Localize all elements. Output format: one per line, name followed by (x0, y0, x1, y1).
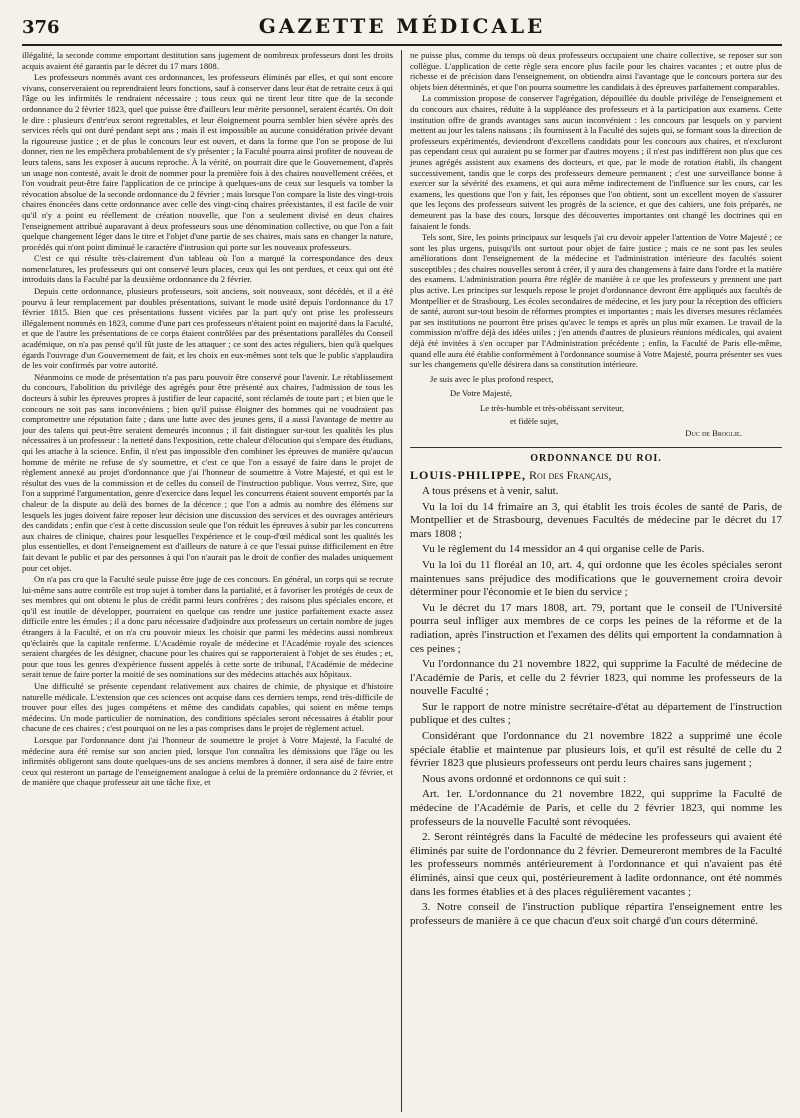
paragraph: C'est ce qui résulte très-clairement d'un tableau où l'on a marqué la correspondance des deux nomenclatures, les professeurs qui ont conservé leurs places, ceux qui les ont perdues, et ceux qui ont été introduits dans la Faculté par la deuxième ordonnance du 2 février. (22, 253, 394, 285)
paragraph: Tels sont, Sire, les points principaux sur lesquels j'ai cru devoir appeler l'attention de Votre Majesté ; ce sont les plus urgens, puisqu'ils ont surtout pour objet de faire justice ; mais ce ne sont pas les seules améliorations dont l'enseignement de la médecine et l'administration intérieure des facultés soient susceptibles ; des chaires nouvelles seront à créer, il y aura des changemens à faire dans l'ordre et la matière des examens. L'administration pourra être réglée de manière à ce que les professeurs y prennent une part plus active. Les principes sur lesquels repose le projet d'ordonnance devront être appliqués aux facultés de Montpellier et de Strasbourg. Les écoles secondaires de médecine, et les jury pour la réception des officiers de santé, auront sur-tout besoin de réformes promptes et importantes ; mais les diverses mesures réclamées par ses institutions ne pourront être prises qu'avec le temps et après un plus mûr examen. Le travail de la commission m'offre déjà des idées utiles ; j'en attends d'autres de plusieurs réunions médicales, qui avaient déjà été invitées à s'en occuper par l'Administration précédente ; enfin, la Faculté de Paris elle-même, quand elle aura été établie conformément à l'ordonnance soumise à Votre Majesté, pourra présenter ses vues sur les changemens qu'elle désirera dans sa constitution intérieure. (410, 232, 782, 370)
paragraph: Une difficulté se présente cependant relativement aux chaires de chimie, de physique et d'histoire naturelle médicale. L'extension que ces sciences ont acquise dans ces derniers temps, rend très-difficile de trouver pour elles des juges compétens et même des candidats capables, qui soient en même temps médecins. Un mode particulier de nomination, des conditions spéciales seront nécessaires à établir pour chacune de ces chaires ; c'est pourquoi on ne les a pas comprises dans le projet de règlement actuel. (22, 681, 394, 734)
king-line (410, 470, 782, 481)
ordonnance-paragraph: Sur le rapport de notre ministre secrétaire-d'état au département de l'instruction publique et des cultes ; (410, 700, 782, 727)
paragraph: On n'a pas cru que la Faculté seule puisse être juge de ces concours. En général, un corps qui se recrute lui-même sans autre contrôle est trop sujet à tomber dans la partialité, et à favoriser les protégés de ceux de ses membres qui ont obtenu le plus de crédit parmi leurs confrères ; des raisons plus spéciales encore, et qu'il est inutile de développer, pourraient en quelque cas rendre une justice parfaitement exacte assez difficile entre les émules ; il a donc paru nécessaire d'adjoindre aux professeurs un certain nombre de juges étrangers à la Faculté, et on n'a cru pouvoir mieux les choisir que parmi les médecins aussi nombreux qu'éclairés que la capitale renferme. L'Académie royale de médecine et l'Académie royale des sciences seraient chargées de les désigner, chacune pour les chaires qui se rapporteraient à l'objet de ses études ; et, pour que tous les genres d'expérience fussent appelés à cette sorte de tribunal, l'Académie de médecine serait tenue de faire porter la moitié de ses nominations sur des médecins attachés aux hôpitaux. (22, 574, 394, 680)
paragraph: Lorsque par l'ordonnance dont j'ai l'honneur de soumettre le projet à Votre Majesté, la Faculté de médecine aura été remise sur son ancien pied, lorsque l'on connaîtra les démissions que l'âge ou les infirmités obligeront sans doute quelques-uns de ses anciens membres à donner, il sera aisé de faire entre ceux qui resteront un partage de l'enseignement analogue à celui de la première ordonnance du 2 février, et de manière que chaque professeur ait une tâche fixe, et (22, 735, 394, 788)
columns (22, 50, 782, 1112)
page-number: 376 (22, 17, 60, 38)
paragraph: Néanmoins ce mode de présentation n'a pas paru pouvoir être conservé pour l'avenir. Le rétablissement du concours, l'abolition du privilége des agrégés pour être présenté aux chaires, l'admission de tous les docteurs à subir les épreuves propres à justifier de leur capacité, sont réclamés de toute part ; et bien que le concours ne soit pas sans inconvéniens ; bien qu'il puisse éloigner des hommes qui ne voudraient pas compromettre une réputation faite ; dans une lutte avec des jeunes gens, il a aussi l'avantage de mettre au jour des talens qui peut-être seraient demeurés inconnus ; il fait distinguer sur-tout les qualités les plus nécessaires à un professeur : la netteté dans l'exposition, cette chaleur d'élocution qui s'empare des étudians, qui les attache à la science. Enfin, il n'est pas impossible d'en combiner les épreuves de manière qu'aucun homme de mérite ne refuse de s'y soumettre, et c'est ce que l'on a essayé de faire dans le projet de règlement annexé au projet d'ordonnance que j'ai l'honneur de soumettre à Votre Majesté, et qui est le résultat des vues de la commission et de celles du conseil de l'instruction publique. Vous verrez, Sire, que l'on a supprimé l'argumentation, genre d'exercice dans lequel les concurrens étaient souvent emportés par la chaleur de la dispute au delà des bornes de la décence ; que l'on a admis au nombre des élémens sur lesquels les juges doivent faire reposer leur décision une discussion des services et des ouvrages antérieurs des candidats ; enfin que c'est à cette discussion seule que l'on réduit les épreuves à subir par les concurrens aux chaires de clinique, chaires pour lesquelles l'expérience et le coup-d'œil médical sont les qualités les plus essentielles, et dont l'enseignement est d'ailleurs de nature à ce que l'essai puisse difficilement en être fait devant le public et par des personnes à qui l'on n'aurait pas le droit de confier des malades uniquement pour cet objet. (22, 371, 394, 573)
ordonnance-paragraph: Vu le décret du 17 mars 1808, art. 79, portant que le conseil de l'Université pourra seul infliger aux membres de ce corps les peines de la réforme et de la radiation, après l'instruction et l'examen des délits qui emportent la condamnation à ces peines ; (410, 601, 782, 655)
signature-name: Duc de Broglie. (685, 428, 742, 439)
king-title: Roi des Français, (529, 468, 612, 483)
signature-line: et fidèle sujet, (510, 415, 559, 426)
ordonnance-heading: ORDONNANCE DU ROI. (410, 447, 782, 465)
ordonnance-paragraph: Considérant que l'ordonnance du 21 novembre 1822 a supprimé une école spéciale établie et maintenue par plusieurs lois, et qu'il est résulté de celle du 2 février 1823 que plusieurs professeurs ont perdu leurs chaires sans jugement ; (410, 730, 782, 770)
ordonnance-text (410, 485, 782, 928)
signature-line: Je suis avec le plus profond respect, (430, 373, 554, 384)
ordonnance-paragraph: Art. 1er. L'ordonnance du 21 novembre 1822, qui supprime la Faculté de médecine de l'Académie de Paris, et celle du 2 février 1823, qui nomme les professeurs de la nouvelle Faculté sont révoquées. (410, 788, 782, 828)
ordonnance-paragraph: 3. Notre conseil de l'instruction publique répartira l'enseignement entre les professeurs de manière à ce que chacun d'eux soit chargé d'un cours déterminé. (410, 901, 782, 927)
signature-block (410, 374, 782, 439)
left-column (22, 50, 402, 1112)
ordonnance-paragraph: Vu la loi du 11 floréal an 10, art. 4, qui ordonne que les écoles spéciales seront maintenues sans préjudice des modifications que le gouvernement croira devoir déterminer pour l'économie et le bien du service ; (410, 558, 782, 599)
paragraph: Les professeurs nommés avant ces ordonnances, les professeurs éliminés par elles, et qui sont encore vivans, conserveraient ou reprendraient leurs fonctions, sauf à conserver dans leur état de retraite ceux à qui l'âge ou les infirmités le rendraient nécessaire ; tous ceux qui ne tirent leur titre que de la seconde ordonnance du 2 février 1823, quel que puisse être d'ailleurs leur mérite personnel, seraient écartés. On doit le dire : plusieurs d'entr'eux seront regrettables, et leur éloignement pourra sembler bien sévère après des services réels qui ont duré pendant sept ans ; mais il est impossible au aucune considération privée devant la rigoureuse justice ; et de plus le concours leur est ouvert, et dans la forme que l'on se propose de lui donner, rien ne les empêchera probablement de s'y présenter ; la Faculté pourra ainsi profiter de nouveau de leurs talens, sans les exposer à aucuns reproche. À la vérité, on pourrait dire que le Gouvernement, d'après un usage non contesté, avait le droit de nommer pour la première fois à des chaires nouvellement créées, et l'on voudrait peut-être faire l'application de ce principe à quelques-uns de ceux sur lesquels va tomber la révocation absolue de la seconde ordonnance du 2 février ; mais lorsque l'on compare la liste des vingt-trois chaires énoncées dans cette ordonnance avec celle des vingt-cinq chaires préexistantes, il est facile de voir qu'il n'y a point eu réellement de création nouvelle, que l'on a seulement divisé en deux chaires l'enseignement attribué auparavant à deux professeurs sous une dénomination collective, ou que l'on a fait quelque changement léger dans le titre et l'objet d'une partie de ses chaires, mais sans en changer la nature, procédés qui n'ont point diminué le caractère d'intrusion qui porte sur les nouveaux professeurs. (22, 72, 394, 252)
page-header (22, 14, 782, 46)
ordonnance-paragraph: 2. Seront réintégrés dans la Faculté de médecine les professeurs qui avaient été éliminés par suite de l'ordonnance du 2 février. Demeureront membres de la Faculté les professeurs nommés antérieurement à l'ordonnance et qui n'avaient pas été éliminés, ainsi que ceux qui, postérieurement à ladite ordonnance, ont été nommés dans les formes établies et à des places régulièrement vacantes ; (410, 831, 782, 898)
signature-line: De Votre Majesté, (450, 388, 512, 399)
king-name: LOUIS-PHILIPPE, (410, 468, 527, 483)
ordonnance-paragraph: Vu le règlement du 14 messidor an 4 qui organise celle de Paris. (422, 543, 705, 556)
right-column (402, 50, 782, 1112)
ordonnance-paragraph: Vu la loi du 14 frimaire an 3, qui établit les trois écoles de santé de Paris, de Montpellier et de Strasbourg, devenues Facultés de médecine par le décret du 17 mars 1808 ; (410, 500, 782, 540)
paragraph: Depuis cette ordonnance, plusieurs professeurs, soit anciens, soit nouveaux, sont décédés, et il a été pourvu à leur remplacement par doubles présentations, suivant le mode usité depuis l'ordonnance du 17 février 1815. Bien que ces présentations fussent viciées par la part qu'y ont prise les professeurs illégalement nommés en 1823, comme d'une part ces professeurs n'étaient point en majorité dans la Faculté, et que de l'autre les présentations de ce corps étaient contrôlées par des présentations parallèles du Conseil académique, on n'a pas pensé qu'il fût juste de les attaquer ; ce sont des actes réguliers, bien qu'à quelques égards l'ouvrage d'un Gouvernement de fait, et les choix en eux-mêmes sont tels que le public s'applaudira de les voir confirmés par votre autorité. (22, 286, 394, 371)
paragraph: illégalité, la seconde comme emportant destitution sans jugement de nombreux professeurs dont les droits acquis avaient été garantis par le décret du 17 mars 1808. (22, 50, 394, 71)
newspaper-title: GAZETTE MÉDICALE (258, 14, 546, 38)
signature-line: Le très-humble et très-obéissant serviteur, (480, 403, 625, 413)
ordonnance-paragraph: A tous présens et à venir, salut. (422, 484, 559, 497)
paragraph: ne puisse plus, comme du temps où deux professeurs occupaient une chaire collective, se reposer sur son collègue. L'application de cette règle sera encore plus facile pour les chaires vacantes ; et outre plus de richesse et de précision dans l'enseignement, on obtiendra ainsi l'avantage que le concours portera sur des objets bien déterminés, et que l'on pourra soumettre les candidats à des épreuves parfaitement comparables. (410, 50, 782, 92)
ordonnance-paragraph: Vu l'ordonnance du 21 novembre 1822, qui supprime la Faculté de médecine de l'Académie de Paris, et celle du 2 février 1823, qui nomme les professeurs de la nouvelle Faculté ; (410, 658, 782, 698)
paragraph: La commission propose de conserver l'agrégation, dépouillée du double privilége de l'enseignement et du concours aux chaires, réduite à la suppléance des professeurs et à la participation aux examens. Cette institution offre de grands avantages sans aucun inconvénient : les concours par lesquels on y parvient mettent au jour les talens naissans ; ils fournissent à la Faculté des sujets qui, se formant sous la direction de professeurs expérimentés, deviendront d'excellens candidats pour les concours aux chaires, et n'excluront pas cependant ceux qui auraient pu se former par d'autres moyens ; il n'est pas indifférent non plus que ces jeunes agrégés assistent aux examens des docteurs, et que, par le mode de rotation établi, ils changent successivement, tandis que le corps des professeurs demeure permanent ; c'est une surveillance bonne à exercer sur la sévérité des examens, et qui aura même indirectement de l'influence sur les cours, car les examens, les questions que l'on y fait, les réponses que l'on obtient, sont un excellent moyen de s'assurer que les leçons des professeurs suivent les progrès de la science, et que des cahiers, une fois préparés, ne demeurent pas la base des cours, lorsque des découvertes importantes ont changé les doctrines qui en faisaient le fonds. (410, 93, 782, 231)
ordonnance-paragraph: Nous avons ordonné et ordonnons ce qui suit : (422, 772, 627, 785)
